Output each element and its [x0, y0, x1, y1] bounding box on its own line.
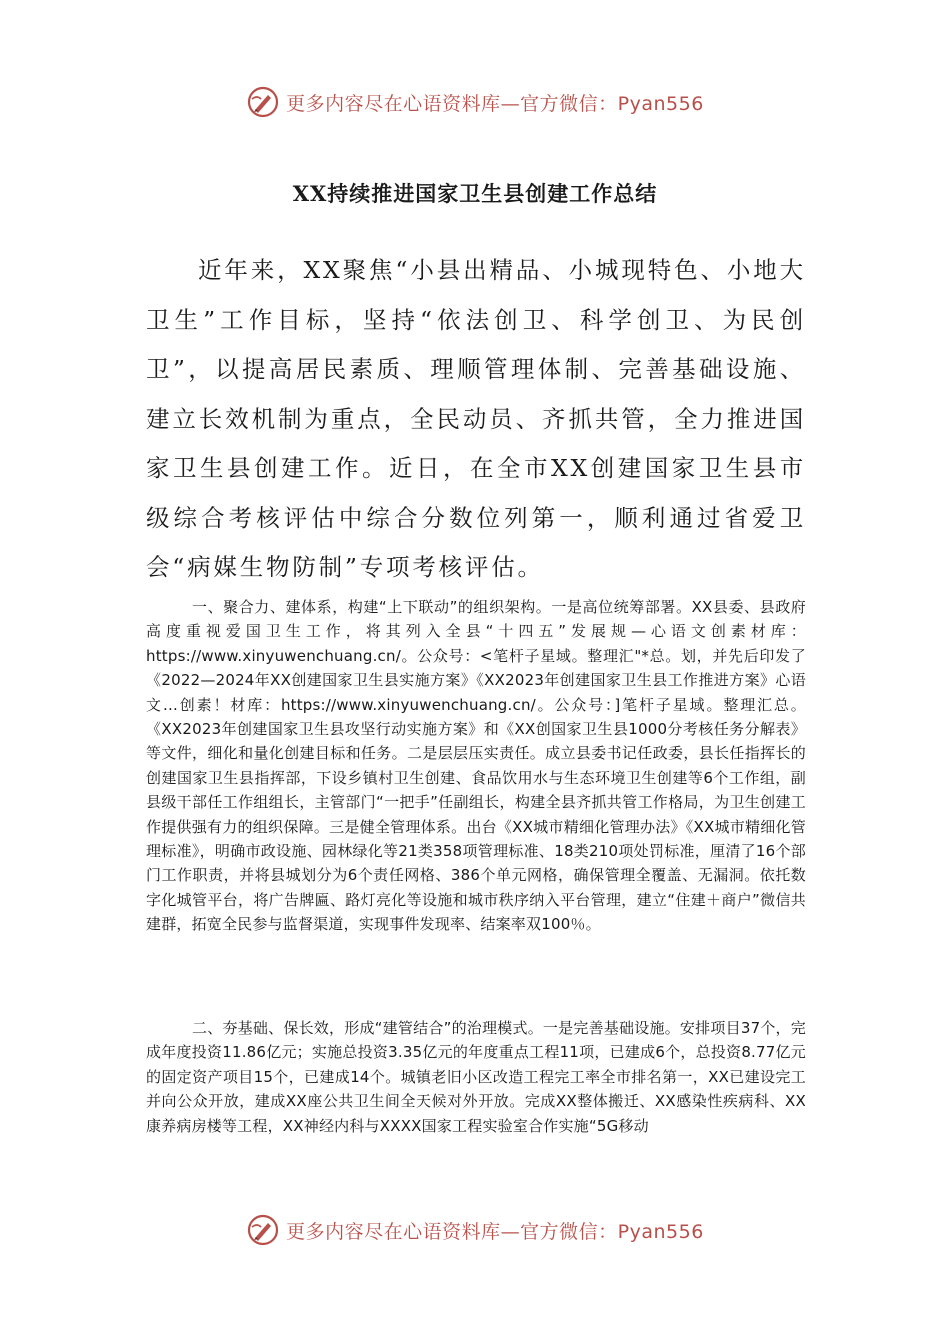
document-title: XX持续推进国家卫生县创建工作总结 — [292, 181, 658, 206]
footer-banner — [0, 1208, 950, 1252]
wechat-id: Pyan556 — [617, 1220, 704, 1243]
banner-text: 更多内容尽在心语资料库—官方微信：Pyan556 — [286, 1220, 704, 1243]
wechat-id: Pyan556 — [617, 92, 704, 115]
section-2-paragraph: 二、夯基础、保长效，形成“建管结合”的治理模式。一是完善基础设施。安排项目37个，完成年度投资11.86亿元；实施总投资3.35亿元的年度重点工程11项，已建成6个，总投资8.77亿元的固定资产项目15个，已建成14个。城镇老旧小区改造工程完工率全市排名第一，XX已建设完工并向公众开放，建成XX座公共卫生间全天候对外开放。完成XX整体搬迁、XX感染性疾病科、XX康养病房楼等工程，XX神经内科与XXXX国家工程实验室合作实施“5G移动 — [146, 1019, 806, 1135]
pen-logo-icon — [246, 85, 280, 119]
lead-paragraph: 近年来，XX聚焦“小县出精品、小城现特色、小地大卫生”工作目标，坚持“依法创卫、科学创卫、为民创卫”，以提高居民素质、理顺管理体制、完善基础设施、建立长效机制为重点，全民动员、齐抓共管，全力推进国家卫生县创建工作。近日，在全市XX创建国家卫生县市级综合考核评估中综合分数位列第一，顺利通过省爱卫会“病媒生物防制”专项考核评估。 — [146, 256, 806, 581]
banner-text: 更多内容尽在心语资料库—官方微信：Pyan556 — [286, 92, 704, 115]
pen-logo-icon — [246, 1213, 280, 1247]
header-banner — [0, 80, 950, 124]
section-1-paragraph: 一、聚合力、建体系，构建“上下联动”的组织架构。一是高位统筹部署。XX县委、县政府高度重视爱国卫生工作，将其列入全县“十四五”发展规—心语文创素材库：https://www.xinyuwenchuang.cn/。公众号：<笔杆子星域。整理汇"*总。划，并先后印发了《2022—2024年XX创建国家卫生县实施方案》《XX2023年创建国家卫生县工作推进方案》心语文…创素！材库：https://www.xinyuwenchuang.cn/。公众号：]笔杆子星域。整理汇总。《XX2023年创建国家卫生县攻坚行动实施方案》和《XX创国家卫生县1000分考核任务分解表》等文件，细化和量化创建目标和任务。二是层层压实责任。成立县委书记任政委，县长任指挥长的创建国家卫生县指挥部，下设乡镇村卫生创建、食品饮用水与生态环境卫生创建等6个工作组，副县级干部任工作组组长，主管部门“一把手”任副组长，构建全县齐抓共管工作格局，为卫生创建工作提供强有力的组织保障。三是健全管理体系。出台《XX城市精细化管理办法》《XX城市精细化管理标准》，明确市政设施、园林绿化等21类358项管理标准、18类210项处罚标准，厘清了16个部门工作职责，并将县城划分为6个责任网格、386个单元网格，确保管理全覆盖、无漏洞。依托数字化城管平台，将广告牌匾、路灯亮化等设施和城市秩序纳入平台管理，建立“住建＋商户”微信共建群，拓宽全民参与监督渠道，实现事件发现率、结案率双100％。 — [146, 598, 806, 934]
